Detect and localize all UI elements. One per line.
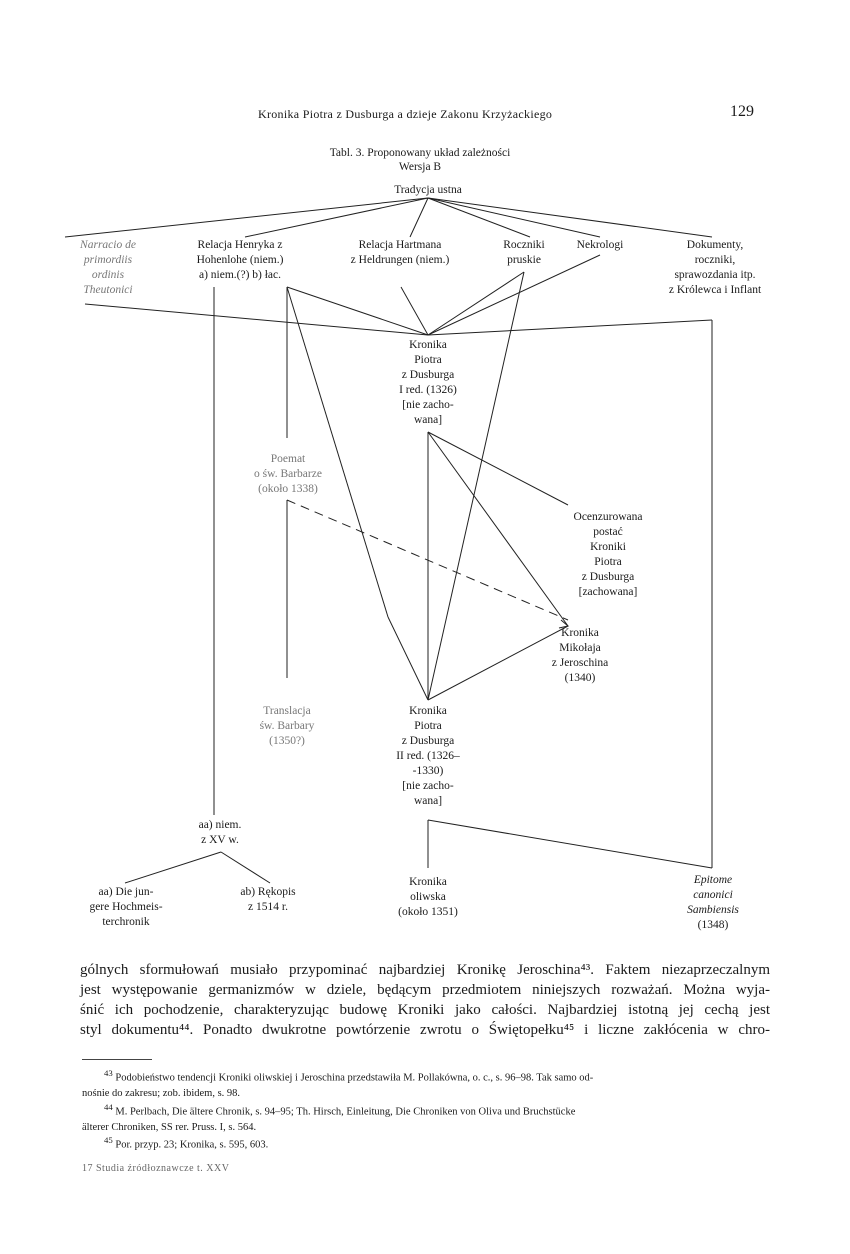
node-aadie-line: aa) Die jun- bbox=[98, 886, 154, 898]
edge-hartman-kronika1 bbox=[401, 287, 428, 335]
edge-kronika2-epitome bbox=[428, 820, 712, 868]
node-kronika1-line: z Dusburga bbox=[401, 369, 455, 381]
node-aadie-line: terchronik bbox=[102, 916, 150, 928]
node-dokumenty-line: sprawozdania itp. bbox=[674, 269, 756, 281]
edge-tradycja-narracio bbox=[65, 198, 428, 237]
edge-roczniki-kronika2 bbox=[428, 272, 524, 700]
footnote-text: nośnie do zakresu; zob. ibidem, s. 98. bbox=[82, 1087, 241, 1099]
edge-aaniem-die bbox=[125, 852, 221, 883]
node-poemat bbox=[240, 452, 336, 497]
node-kronika2-line: -1330) bbox=[412, 765, 444, 777]
footnote-mark: 45 bbox=[104, 1135, 113, 1145]
node-narracio-line: Theutonici bbox=[83, 284, 133, 296]
node-roczniki-pruskie bbox=[494, 238, 554, 268]
node-translacja-line: Translacja bbox=[263, 705, 311, 717]
node-dokumenty bbox=[650, 238, 780, 298]
edge-aaniem-rekopis bbox=[221, 852, 270, 883]
body-line: styl dokumentu⁴⁴. Ponadto dwukrotne powtórzenie zwrotu o Świętopełku⁴⁵ i liczne zakłócenia w chro- bbox=[80, 1022, 770, 1038]
node-nekrologi bbox=[568, 238, 632, 253]
body-line: śnić ich pochodzenie, charakteryzując budowę Kroniki jako całości. Najbardziej istotną jej cechą jest bbox=[80, 1002, 770, 1018]
node-ocenzurowana-line: [zachowana] bbox=[578, 586, 638, 598]
node-kronika1-line: wana] bbox=[413, 414, 443, 426]
node-kronika1-line: [nie zacho- bbox=[402, 399, 454, 411]
edge-kronika1-mikolaj bbox=[428, 432, 568, 626]
edge-narracio-kronika1 bbox=[85, 304, 428, 335]
node-aaniem-line: z XV w. bbox=[201, 834, 239, 846]
edge-mid-kronika2 bbox=[388, 617, 428, 700]
node-kronika2-line: Kronika bbox=[409, 705, 447, 717]
node-dokumenty-line: roczniki, bbox=[694, 254, 736, 266]
node-kronika1-line: I red. (1326) bbox=[399, 384, 457, 396]
node-narracio bbox=[56, 238, 160, 298]
node-ocenzurowana-line: z Dusburga bbox=[581, 571, 635, 583]
node-oliwska-line: oliwska bbox=[410, 891, 446, 903]
edge-dokumenty-kronika1 bbox=[428, 320, 712, 335]
node-narracio-line: ordinis bbox=[91, 269, 125, 281]
node-ab-rekopis bbox=[226, 885, 310, 915]
running-title: Kronika Piotra z Dusburga a dzieje Zakonu Krzyżackiego bbox=[258, 107, 553, 121]
footnote-45 bbox=[82, 1133, 772, 1153]
footnote-44 bbox=[82, 1100, 772, 1135]
node-nekrologi-label: Nekrologi bbox=[576, 239, 624, 251]
footnote-text: M. Perlbach, Die ältere Chronik, s. 94–95; Th. Hirsch, Einleitung, Die Chroniken von Oliva und Bruchstücke bbox=[115, 1106, 576, 1118]
node-dokumenty-line: z Królewca i Inflant bbox=[668, 284, 762, 296]
node-rekopis-line: ab) Rękopis bbox=[240, 886, 296, 898]
node-oliwska-line: (około 1351) bbox=[398, 906, 458, 918]
body-line: jest występowanie germanizmów w dziele, będącym przedmiotem niniejszych rozważań. Można wyja- bbox=[80, 982, 770, 998]
node-epitome-line: canonici bbox=[693, 889, 733, 901]
footnote-rule bbox=[82, 1059, 152, 1060]
node-kronika2-line: Piotra bbox=[414, 720, 442, 732]
node-epitome-line: Sambiensis bbox=[687, 904, 739, 916]
edge-roczniki-kronika1 bbox=[428, 272, 524, 335]
node-ocenzurowana-line: postać bbox=[593, 526, 623, 538]
node-poemat-line: (około 1338) bbox=[258, 483, 318, 495]
node-aaniem-line: aa) niem. bbox=[198, 819, 242, 831]
node-translacja-line: św. Barbary bbox=[259, 720, 315, 732]
node-tradycja-label: Tradycja ustna bbox=[394, 184, 462, 196]
node-kronika-mikolaja bbox=[535, 626, 625, 686]
footnote-43 bbox=[82, 1066, 772, 1101]
node-poemat-line: Poemat bbox=[270, 453, 306, 465]
node-aa-die bbox=[70, 885, 182, 930]
node-kronika-piotra-1 bbox=[384, 338, 472, 428]
edge-tradycja-hartman bbox=[410, 198, 428, 237]
printer-signature: 17 Studia źródłoznawcze t. XXV bbox=[82, 1163, 230, 1174]
footnote-mark: 43 bbox=[104, 1068, 113, 1078]
node-narracio-line: primordiis bbox=[83, 254, 133, 266]
node-hartman-line: Relacja Hartmana bbox=[358, 239, 442, 251]
node-aadie-line: gere Hochmeis- bbox=[89, 901, 163, 913]
node-mikolaj-line: Mikołaja bbox=[559, 642, 601, 654]
node-ocenzurowana-line: Kroniki bbox=[590, 541, 626, 553]
edge-tradycja-henryk bbox=[245, 198, 428, 237]
page-number: 129 bbox=[730, 103, 754, 120]
node-aa-niem bbox=[180, 818, 260, 848]
node-translacja bbox=[244, 704, 330, 749]
node-henryk-line: a) niem.(?) b) łac. bbox=[198, 269, 282, 281]
node-rekopis-line: z 1514 r. bbox=[248, 901, 288, 913]
body-line: gólnych sformułowań musiało przypominać najbardziej Kronikę Jeroschina⁴³. Faktem niezaprzeczalnym bbox=[80, 962, 770, 978]
node-kronika-piotra-2 bbox=[380, 704, 476, 809]
node-henryk-line: Hohenlohe (niem.) bbox=[196, 254, 284, 266]
node-epitome-line: (1348) bbox=[697, 919, 729, 931]
node-relacja-hartmana bbox=[330, 238, 470, 268]
footnote-mark: 44 bbox=[104, 1102, 113, 1112]
footnote-text: Podobieństwo tendencji Kroniki oliwskiej i Jeroschina przedstawiła M. Pollakówna, o. c., s. 96–98. Tak samo od- bbox=[115, 1072, 594, 1084]
node-dokumenty-line: Dokumenty, bbox=[686, 239, 744, 251]
node-oliwska-line: Kronika bbox=[409, 876, 447, 888]
node-kronika-oliwska bbox=[380, 875, 476, 920]
edge-henryk-kronika1 bbox=[287, 287, 428, 335]
node-kronika1-line: Kronika bbox=[409, 339, 447, 351]
node-mikolaj-line: Kronika bbox=[561, 627, 599, 639]
footnote-text: Por. przyp. 23; Kronika, s. 595, 603. bbox=[115, 1139, 269, 1151]
node-mikolaj-line: (1340) bbox=[564, 672, 596, 684]
node-kronika2-line: [nie zacho- bbox=[402, 780, 454, 792]
node-kronika1-line: Piotra bbox=[414, 354, 442, 366]
node-kronika2-line: wana] bbox=[413, 795, 443, 807]
body-paragraph bbox=[80, 960, 770, 1040]
node-kronika2-line: II red. (1326– bbox=[396, 750, 460, 762]
edge-tradycja-dokumenty bbox=[428, 198, 712, 237]
node-epitome-line: Epitome bbox=[693, 874, 733, 886]
node-ocenzurowana-line: Ocenzurowana bbox=[573, 511, 643, 523]
node-henryk-line: Relacja Henryka z bbox=[197, 239, 283, 251]
node-translacja-line: (1350?) bbox=[269, 735, 305, 747]
table-caption-version: Wersja B bbox=[398, 161, 442, 173]
node-roczniki-line: pruskie bbox=[507, 254, 541, 266]
node-ocenzurowana bbox=[560, 510, 656, 600]
node-tradycja-ustna bbox=[385, 183, 471, 198]
node-kronika2-line: z Dusburga bbox=[401, 735, 455, 747]
node-relacja-henryka bbox=[178, 238, 302, 283]
node-narracio-line: Narracio de bbox=[80, 239, 136, 251]
node-roczniki-line: Roczniki bbox=[503, 239, 545, 251]
node-hartman-line: z Heldrungen (niem.) bbox=[350, 254, 450, 266]
edge-kronika1-ocenzurowana bbox=[428, 432, 568, 505]
node-epitome bbox=[664, 873, 762, 933]
table-caption-title: Tabl. 3. Proponowany układ zależności bbox=[329, 147, 511, 159]
footnote-text: älterer Chroniken, SS rer. Pruss. I, s. 564. bbox=[82, 1121, 257, 1133]
node-mikolaj-line: z Jeroschina bbox=[551, 657, 609, 669]
node-ocenzurowana-line: Piotra bbox=[594, 556, 622, 568]
node-poemat-line: o św. Barbarze bbox=[254, 468, 322, 480]
